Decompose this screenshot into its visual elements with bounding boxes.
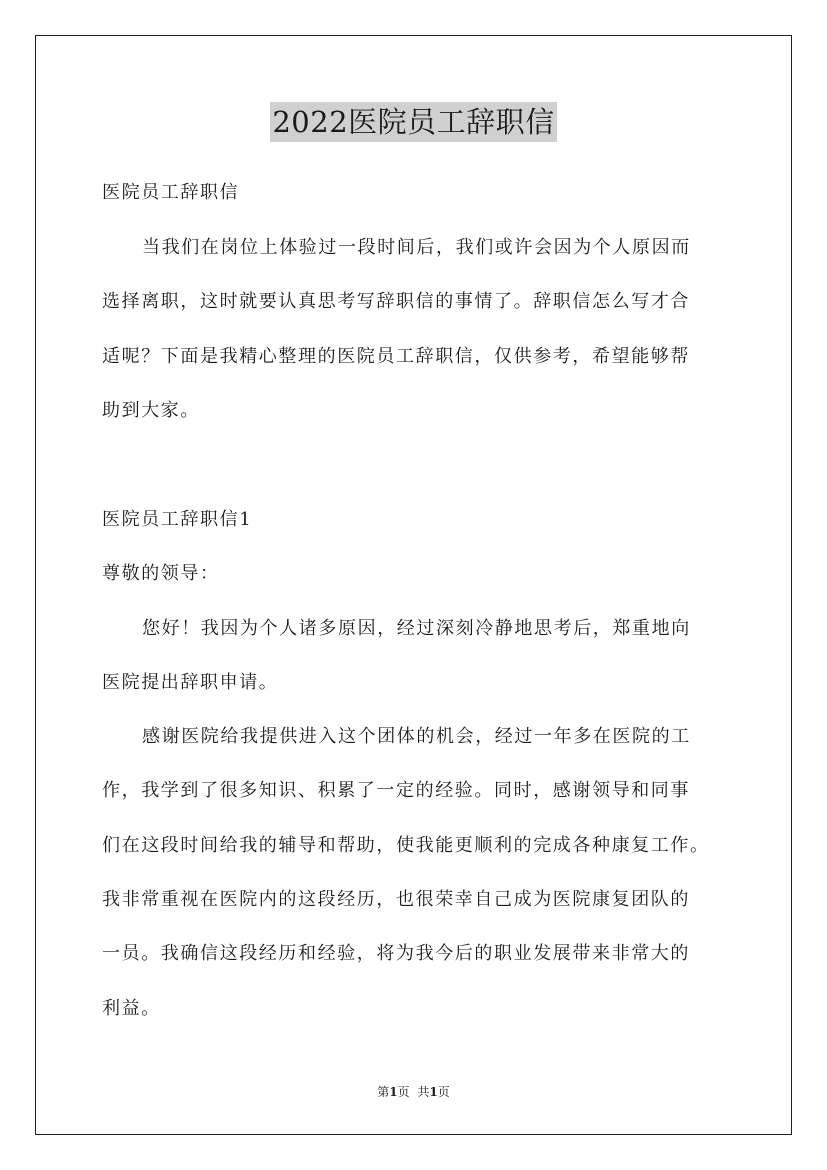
title-container — [0, 102, 827, 142]
footer-total-prefix: 共 — [417, 1085, 430, 1099]
para2-line-6: 利益。 — [102, 998, 161, 1019]
intro-line-1: 当我们在岗位上体验过一段时间后，我们或许会因为个人原因而 — [142, 237, 691, 258]
document-heading: 医院员工辞职信 — [102, 182, 240, 203]
para2-line-5: 一员。我确信这段经历和经验，将为我今后的职业发展带来非常大的 — [102, 943, 690, 964]
para1-line-1: 您好！我因为个人诸多原因，经过深刻冷静地思考后，郑重地向 — [142, 618, 691, 639]
document-title: 2022医院员工辞职信 — [270, 102, 556, 142]
para1-line-2: 医院提出辞职申请。 — [102, 672, 279, 693]
intro-line-2: 选择离职，这时就要认真思考写辞职信的事情了。辞职信怎么写才合 — [102, 291, 690, 312]
footer-page-prefix: 第 — [377, 1085, 390, 1099]
footer-page-suffix: 页 — [397, 1085, 410, 1099]
section-title: 医院员工辞职信1 — [102, 509, 253, 530]
footer-total-number: 1 — [429, 1085, 438, 1099]
salutation: 尊敬的领导： — [102, 563, 220, 584]
footer-total-suffix: 页 — [437, 1085, 450, 1099]
page-footer — [0, 1084, 827, 1100]
para2-line-3: 们在这段时间给我的辅导和帮助，使我能更顺利的完成各种康复工作。 — [102, 835, 710, 856]
intro-line-3: 适呢？下面是我精心整理的医院员工辞职信，仅供参考，希望能够帮 — [102, 346, 690, 367]
footer-page-number: 1 — [389, 1085, 398, 1099]
para2-line-1: 感谢医院给我提供进入这个团体的机会，经过一年多在医院的工 — [142, 726, 691, 747]
para2-line-2: 作，我学到了很多知识、积累了一定的经验。同时，感谢领导和同事 — [102, 780, 690, 801]
intro-line-4: 助到大家。 — [102, 400, 200, 421]
para2-line-4: 我非常重视在医院内的这段经历，也很荣幸自己成为医院康复团队的 — [102, 889, 690, 910]
